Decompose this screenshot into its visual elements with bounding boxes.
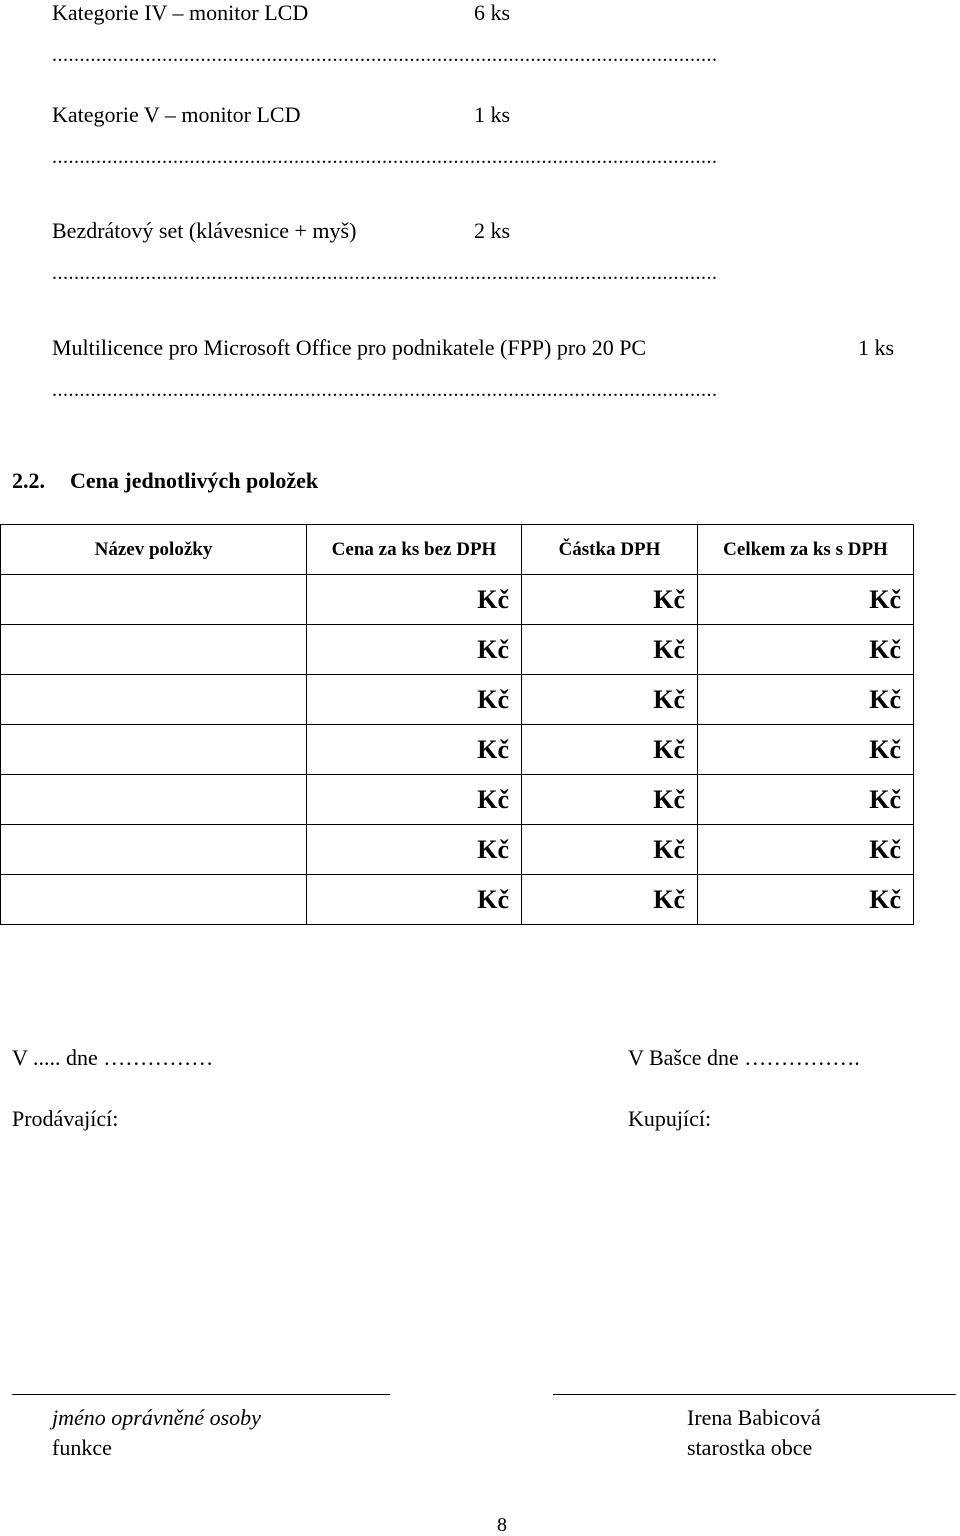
item-quantity: 2 ks: [474, 218, 511, 243]
total-cell[interactable]: Kč: [698, 725, 914, 775]
price-cell[interactable]: Kč: [307, 675, 522, 725]
vat-cell[interactable]: Kč: [522, 725, 698, 775]
buyer-place-date: V Bašce dne …………….: [628, 1045, 860, 1070]
section-heading: [12, 468, 318, 494]
buyer-role: starostka obce: [687, 1435, 813, 1460]
buyer-name: Irena Babicová: [687, 1405, 821, 1430]
item-name-cell[interactable]: [1, 775, 307, 825]
vat-cell[interactable]: Kč: [522, 675, 698, 725]
total-cell[interactable]: Kč: [698, 825, 914, 875]
price-cell[interactable]: Kč: [307, 725, 522, 775]
column-header: Název položky: [1, 525, 307, 575]
item-name: Kategorie IV – monitor LCD: [52, 0, 309, 25]
vat-cell[interactable]: Kč: [522, 875, 698, 925]
item-name: Multilicence pro Microsoft Office pro podnikatele (FPP) pro 20 PC: [52, 335, 647, 360]
table-header-row: [1, 525, 914, 575]
dotted-line: .........................................................................................................................: [52, 44, 718, 66]
table-row: [1, 625, 914, 675]
table-row: [1, 875, 914, 925]
item-quantity: 1 ks: [474, 102, 511, 127]
dotted-line: .........................................................................................................................: [52, 262, 718, 284]
dotted-line: .........................................................................................................................: [52, 146, 718, 168]
buyer-signature-line: [553, 1394, 956, 1395]
seller-signature-line: [12, 1394, 390, 1395]
table-row: [1, 575, 914, 625]
column-header: Celkem za ks s DPH: [698, 525, 914, 575]
total-cell[interactable]: Kč: [698, 675, 914, 725]
buyer-label: Kupující:: [628, 1106, 712, 1131]
table-row: [1, 675, 914, 725]
vat-cell[interactable]: Kč: [522, 825, 698, 875]
table-row: [1, 775, 914, 825]
seller-name: jméno oprávněné osoby: [52, 1405, 261, 1430]
item-name: Kategorie V – monitor LCD: [52, 102, 301, 127]
item-name: Bezdrátový set (klávesnice + myš): [52, 218, 357, 243]
column-header: Cena za ks bez DPH: [307, 525, 522, 575]
vat-cell[interactable]: Kč: [522, 775, 698, 825]
seller-role: funkce: [52, 1435, 112, 1460]
total-cell[interactable]: Kč: [698, 625, 914, 675]
table-row: [1, 825, 914, 875]
vat-cell[interactable]: Kč: [522, 575, 698, 625]
item-quantity: 1 ks: [858, 335, 895, 360]
dotted-line: .........................................................................................................................: [52, 379, 718, 401]
price-cell[interactable]: Kč: [307, 875, 522, 925]
seller-label: Prodávající:: [12, 1106, 119, 1131]
item-name-cell[interactable]: [1, 825, 307, 875]
price-cell[interactable]: Kč: [307, 825, 522, 875]
price-cell[interactable]: Kč: [307, 625, 522, 675]
price-table: [0, 524, 914, 925]
section-number: 2.2.: [12, 468, 45, 493]
section-title: Cena jednotlivých položek: [70, 468, 319, 493]
seller-place-date: V ..... dne ……………: [12, 1045, 214, 1070]
page-number: 8: [497, 1514, 507, 1536]
price-cell[interactable]: Kč: [307, 775, 522, 825]
total-cell[interactable]: Kč: [698, 775, 914, 825]
column-header: Částka DPH: [522, 525, 698, 575]
item-name-cell[interactable]: [1, 875, 307, 925]
item-name-cell[interactable]: [1, 575, 307, 625]
price-cell[interactable]: Kč: [307, 575, 522, 625]
total-cell[interactable]: Kč: [698, 575, 914, 625]
item-name-cell[interactable]: [1, 675, 307, 725]
item-name-cell[interactable]: [1, 625, 307, 675]
table-row: [1, 725, 914, 775]
item-quantity: 6 ks: [474, 0, 511, 25]
total-cell[interactable]: Kč: [698, 875, 914, 925]
vat-cell[interactable]: Kč: [522, 625, 698, 675]
item-name-cell[interactable]: [1, 725, 307, 775]
